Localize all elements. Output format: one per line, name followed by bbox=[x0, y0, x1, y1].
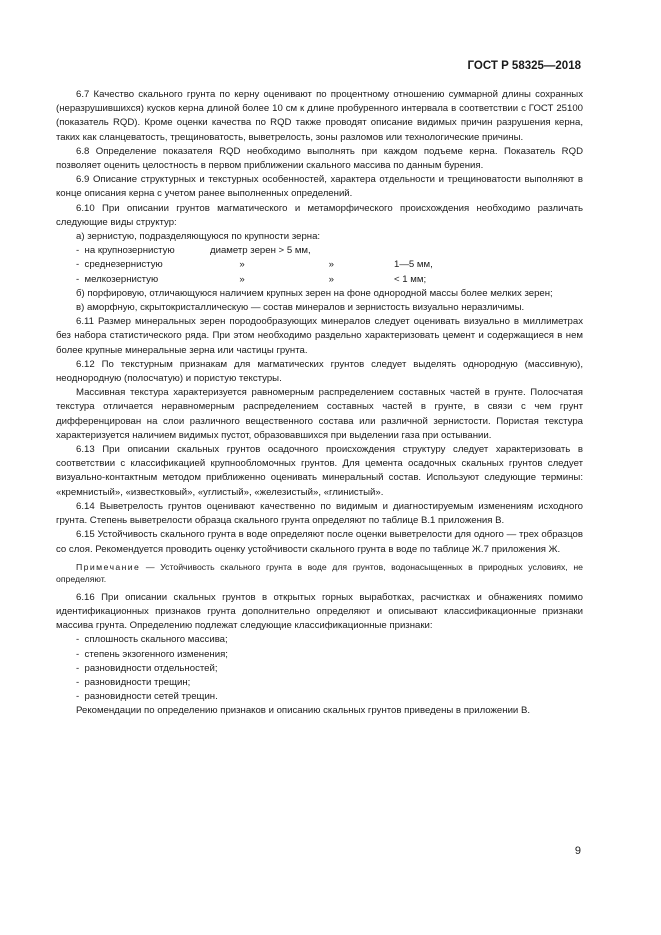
note-label: Примечание bbox=[76, 561, 141, 572]
paragraph-6-10-a: а) зернистую, подразделяющуюся по крупности зерна: bbox=[76, 231, 321, 243]
paragraph-6-9: 6.9 Описание структурных и текстурных особенностей, характера отдельности и трещиноватости выполняют в конце описания керна с учетом ранее выполненных определений. bbox=[56, 174, 583, 200]
list-item: - разновидности трещин; bbox=[76, 676, 191, 688]
list-item: - сплошность скального массива; bbox=[76, 634, 228, 646]
paragraph-6-12-texture: Массивная текстура характеризуется равномерным распределением составных частей в грунте. Полосчатая текстура отличается неравномерным распределением составных частей в грунте, в связи с чем грунт дифференцирован на слои различного вещественного состава или различной зернистости. Пористая текстура характеризуется наличием видимых пустот, образовавшихся при выделении газа при остывании. bbox=[56, 387, 583, 441]
paragraph-6-14: 6.14 Выветрелость грунтов оценивают качественно по видимым и диагностируемым изменениям исходного грунта. Степень выветрелости образца скального грунта определяют по таблице В.1 приложения В. bbox=[56, 500, 583, 527]
document-body bbox=[56, 88, 583, 719]
grain-row: - на крупнозернистую диаметр зерен > 5 мм, bbox=[76, 245, 311, 257]
note-text: — Устойчивость скального грунта в воде для грунтов, водонасыщенных в природных условиях, не определяют. bbox=[56, 561, 583, 585]
paragraph-6-13: 6.13 При описании скальных грунтов осадочного происхождения структуру следует характеризовать в соответствии с классификацией крупнообломочных грунтов. Для цемента осадочных скальных грунтов следует визуально-контактным методом приближенно оценивать минеральный состав. Используют следующие термины: «кремнистый», «известковый», «углистый», «железистый», «глинистый». bbox=[56, 444, 583, 498]
list-item: - степень экзогенного изменения; bbox=[76, 648, 228, 660]
paragraph-6-15: 6.15 Устойчивость скального грунта в воде определяют после оценки выветрелости для одного — трех образцов со слоя. Рекомендуется проводить оценку устойчивости скального грунта в воде по таблице Ж.7 приложения Ж. bbox=[56, 529, 583, 555]
paragraph-recommendations: Рекомендации по определению признаков и описанию скальных грунтов приведены в приложении В. bbox=[76, 705, 531, 717]
paragraph-6-11: 6.11 Размер минеральных зерен породообразующих минералов следует оценивать визуально в миллиметрах без набора статистического ряда. При этом необходимо раздельно характеризовать цемент и содержащиеся в нем более крупные минеральные зерна или частицы грунта. bbox=[56, 316, 583, 356]
paragraph-6-7: 6.7 Качество скального грунта по керну оценивают по процентному отношению суммарной длины сохранных (неразрушившихся) кусков керна длиной более 10 см к длине пробуренного интервала в соответствии с ГОСТ 25100 (показатель RQD). Кроме оценки качества по RQD также проводят описание видимых причин разрушения керна, таких как сланцеватость, трещиноватость, выветрелость, зоны разломов или технологические причины. bbox=[56, 89, 583, 143]
page-number: 9 bbox=[574, 845, 581, 857]
grain-row: - мелкозернистую » » < 1 мм; bbox=[76, 273, 427, 285]
paragraph-6-10-v: в) аморфную, скрытокристаллическую — состав минералов и зернистость визуально неразличимы. bbox=[76, 302, 525, 314]
paragraph-6-12: 6.12 По текстурным признакам для магматических грунтов следует выделять однородную (массивную), неоднородную (полосчатую) и пористую текстуры. bbox=[56, 358, 583, 385]
list-item: - разновидности сетей трещин. bbox=[76, 691, 218, 703]
list-item: - разновидности отдельностей; bbox=[76, 662, 218, 674]
paragraph-6-10: 6.10 При описании грунтов магматического и метаморфического происхождения необходимо различать следующие виды структур: bbox=[56, 202, 583, 228]
paragraph-6-10-b: б) порфировую, отличающуюся наличием крупных зерен на фоне однородной массы более мелких зерен; bbox=[76, 287, 553, 299]
grain-row: - среднезернистую » » 1—5 мм, bbox=[76, 259, 433, 271]
note bbox=[56, 561, 583, 586]
document-header: ГОСТ Р 58325—2018 bbox=[467, 60, 581, 72]
paragraph-6-16: 6.16 При описании скальных грунтов в открытых горных выработках, расчистках и обнажениях помимо идентификационных признаков грунта дополнительно определяют и описывают классификационные признаки массива грунта. Определению подлежат следующие классификационные признаки: bbox=[56, 591, 583, 632]
paragraph-6-8: 6.8 Определение показателя RQD необходимо выполнять при каждом подъеме керна. Показатель RQD позволяет оценить целостность в первом приближении скального массива по данным бурения. bbox=[56, 145, 583, 172]
